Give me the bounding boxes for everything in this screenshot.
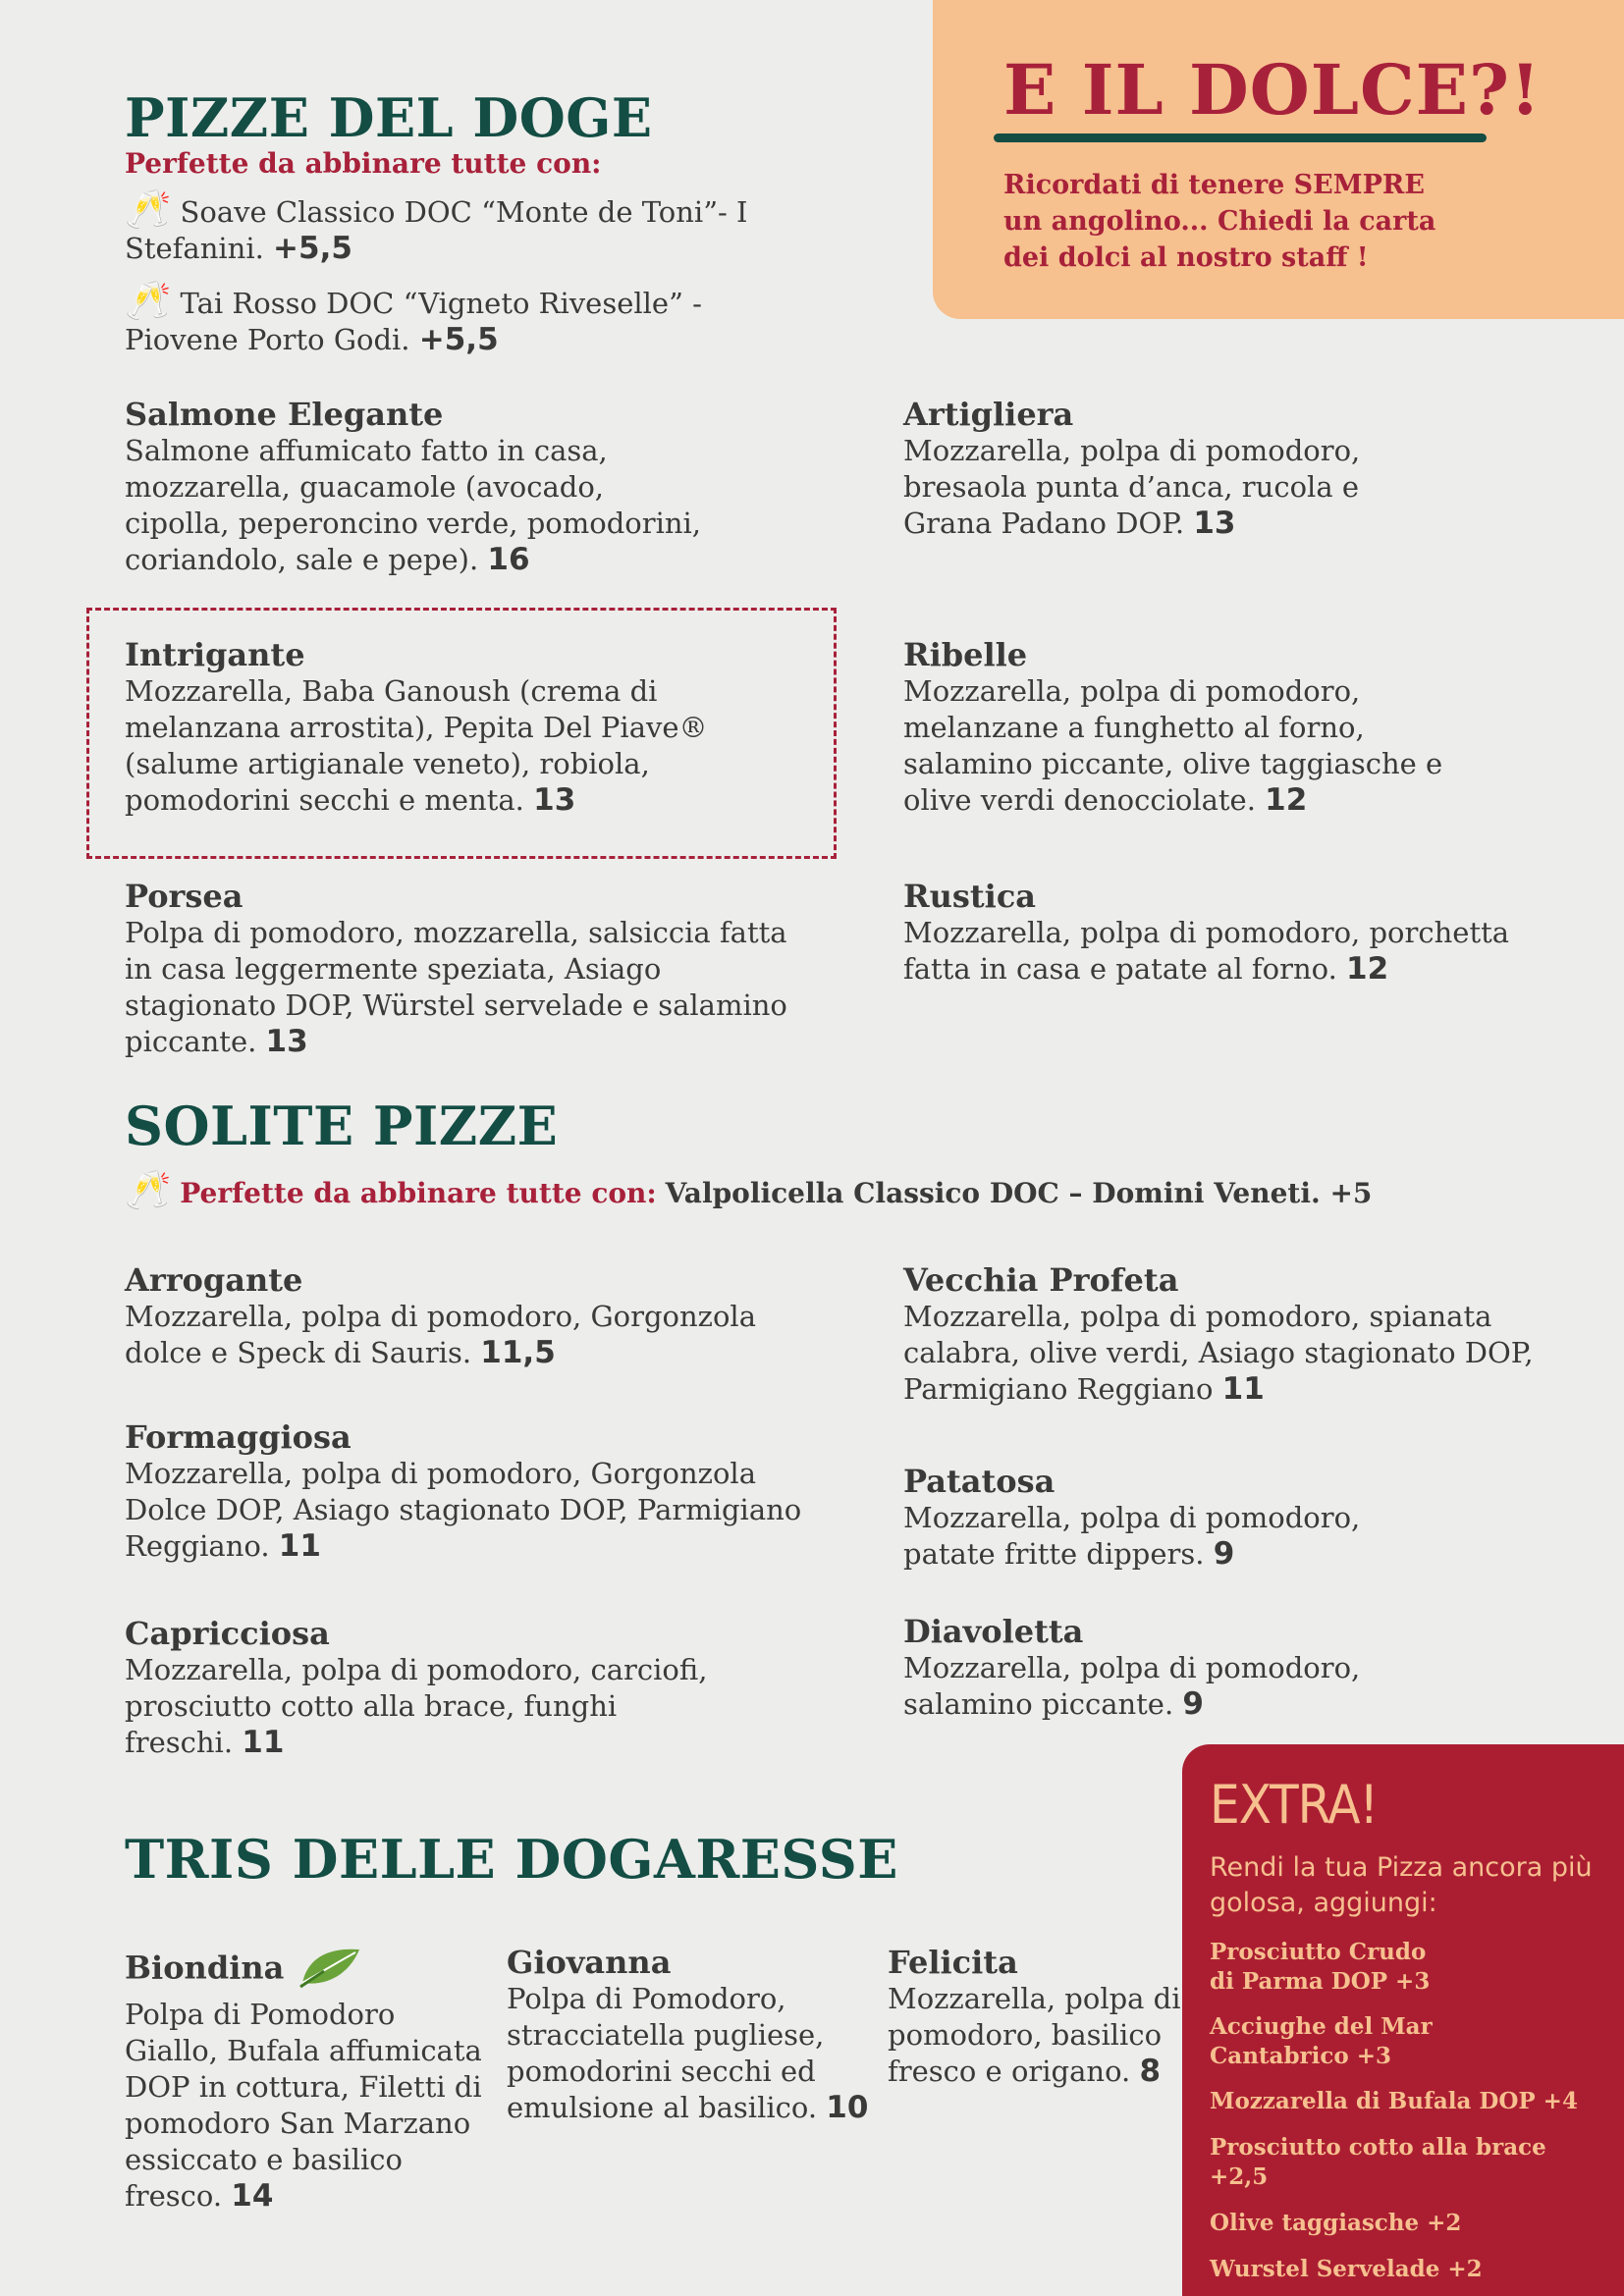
extra-item: Olive taggiasche +2 [1210, 2210, 1462, 2236]
extra-title: EXTRA! [1210, 1774, 1378, 1836]
item-price: 11,5 [480, 1335, 556, 1370]
item-price: 10 [826, 2090, 869, 2125]
menu-item [125, 636, 812, 819]
item-price: 12 [1346, 951, 1389, 987]
menu-item [903, 636, 1453, 819]
extra-item: Wurstel Servelade +2 [1210, 2256, 1483, 2282]
dessert-underline [994, 133, 1487, 142]
item-name: Vecchia Profeta [903, 1261, 1179, 1299]
menu-item [125, 1261, 763, 1371]
wine-white [125, 187, 773, 267]
item-name: Formaggiosa [125, 1418, 352, 1456]
extra-item: Mozzarella di Bufala DOP +4 [1210, 2088, 1578, 2114]
menu-item [125, 1615, 714, 1761]
item-price: 11 [1221, 1371, 1265, 1407]
item-name: Felicita [888, 1944, 1018, 1981]
section-title-pizze-doge: PIZZE DEL DOGE [125, 86, 653, 149]
item-name: Intrigante [125, 636, 305, 673]
menu-item [507, 1944, 880, 2126]
item-desc: Mozzarella, polpa di pomodoro, spianata calabra, olive verdi, Asiago stagionato DOP, Parmigiano Reggiano [903, 1300, 1534, 1406]
dessert-box [933, 0, 1624, 319]
dessert-title: E IL DOLCE?! [1003, 49, 1542, 131]
wine-white-text: Soave Classico DOC “Monte de Toni”- I Stefanini. [125, 195, 748, 265]
item-desc: Mozzarella, polpa di pomodoro, carciofi, prosciutto cotto alla brace, funghi freschi. [125, 1653, 708, 1759]
item-name: Rustica [903, 878, 1037, 915]
item-name: Porsea [125, 878, 244, 915]
item-price: 12 [1265, 782, 1308, 818]
menu-item [903, 878, 1581, 988]
extra-item: Prosciutto cotto alla brace +2,5 [1210, 2134, 1546, 2190]
wine-white-price: +5,5 [273, 231, 352, 266]
item-desc: Mozzarella, polpa di pomodoro, patate fritte dippers. [903, 1501, 1361, 1571]
item-desc: Mozzarella, polpa di pomodoro, porchetta fatta in casa e patate al forno. [903, 916, 1510, 986]
item-price: 8 [1139, 2054, 1162, 2089]
item-name: Artigliera [903, 396, 1074, 433]
item-name: Salmone Elegante [125, 396, 444, 433]
section-title-tris: TRIS DELLE DOGARESSE [125, 1828, 898, 1891]
item-price: 14 [231, 2178, 274, 2214]
item-price: 9 [1213, 1536, 1235, 1572]
menu-item [125, 878, 812, 1060]
vegetarian-leaf-icon [298, 1944, 363, 1997]
pairing-intro: Perfette da abbinare tutte con: [125, 147, 602, 180]
solite-pairing-wine: Valpolicella Classico DOC – Domini Veneti. +5 [665, 1177, 1373, 1209]
item-price: 16 [487, 542, 530, 577]
item-price: 13 [533, 782, 576, 818]
item-name: Capricciosa [125, 1615, 330, 1652]
menu-item [903, 1613, 1394, 1723]
menu-item [125, 1418, 832, 1565]
item-name: Biondina [125, 1949, 285, 1987]
item-desc: Mozzarella, polpa di pomodoro, melanzane a funghetto al forno, salamino piccante, olive taggiasche e olive verdi denocciolate. [903, 674, 1443, 817]
item-desc: Mozzarella, polpa di pomodoro, Gorgonzola dolce e Speck di Sauris. [125, 1300, 756, 1369]
red-wine-glasses-icon: 🥂 [125, 1168, 172, 1211]
extra-intro: Rendi la tua Pizza ancora più golosa, aggiungi: [1210, 1852, 1593, 1918]
wine-red-text: Tai Rosso DOC “Vigneto Riveselle” - Piovene Porto Godi. [125, 287, 702, 356]
item-desc: Mozzarella, polpa di pomodoro, bresaola punta d’anca, rucola e Grana Padano DOP. [903, 434, 1361, 540]
item-name: Patatosa [903, 1463, 1056, 1500]
item-desc: Mozzarella, polpa di pomodoro, basilico fresco e origano. [888, 1982, 1181, 2088]
item-price: 11 [278, 1528, 321, 1564]
item-name-row [125, 1944, 493, 1997]
menu-item [903, 1463, 1453, 1573]
wine-red-price: +5,5 [418, 322, 499, 357]
item-price: 11 [242, 1725, 285, 1760]
item-name: Giovanna [507, 1944, 672, 1981]
item-price: 9 [1182, 1686, 1204, 1722]
solite-pairing-label: Perfette da abbinare tutte con: [180, 1177, 657, 1209]
white-wine-glasses-icon: 🥂 [125, 187, 172, 231]
item-name: Ribelle [903, 636, 1028, 673]
item-desc: Polpa di Pomodoro Giallo, Bufala affumicata DOP in cottura, Filetti di pomodoro San Marzano essiccato e basilico fresco. [125, 1998, 482, 2213]
extra-list [1210, 1938, 1612, 2284]
item-desc: Mozzarella, polpa di pomodoro, Gorgonzola Dolce DOP, Asiago stagionato DOP, Parmigiano Reggiano. [125, 1457, 802, 1563]
item-desc: Mozzarella, Baba Ganoush (crema di melanzana arrostita), Pepita Del Piave® (salume artigianale veneto), robiola, pomodorini secchi e menta. [125, 674, 708, 817]
solite-pairing [125, 1168, 1372, 1212]
dessert-text: Ricordati di tenere SEMPRE un angolino... Chiedi la carta dei dolci al nostro staff ! [1003, 170, 1436, 273]
menu-item [125, 396, 714, 578]
red-wine-glasses-icon: 🥂 [125, 279, 172, 322]
wine-red [125, 279, 773, 358]
item-desc: Mozzarella, polpa di pomodoro, salamino piccante. [903, 1651, 1361, 1721]
extra-box [1182, 1744, 1624, 2296]
item-desc: Polpa di Pomodoro, stracciatella pugliese, pomodorini secchi ed emulsione al basilico. [507, 1982, 825, 2124]
item-name: Arrogante [125, 1261, 303, 1299]
menu-item [125, 1944, 493, 2215]
item-price: 13 [1193, 506, 1236, 541]
item-desc: Salmone affumicato fatto in casa, mozzarella, guacamole (avocado, cipolla, peperoncino verde, pomodorini, coriandolo, sale e pepe). [125, 434, 702, 576]
menu-item [903, 396, 1414, 542]
menu-item [903, 1261, 1581, 1408]
menu-item [888, 1944, 1182, 2090]
item-price: 13 [265, 1024, 308, 1059]
item-desc: Polpa di pomodoro, mozzarella, salsiccia fatta in casa leggermente speziata, Asiago stagionato DOP, Würstel servelade e salamino piccante. [125, 916, 787, 1058]
extra-item: Acciughe del Mar Cantabrico +3 [1210, 2013, 1433, 2069]
item-name: Diavoletta [903, 1613, 1084, 1650]
section-title-solite-pizze: SOLITE PIZZE [125, 1095, 559, 1157]
extra-item: Prosciutto Crudo di Parma DOP +3 [1210, 1939, 1431, 1995]
